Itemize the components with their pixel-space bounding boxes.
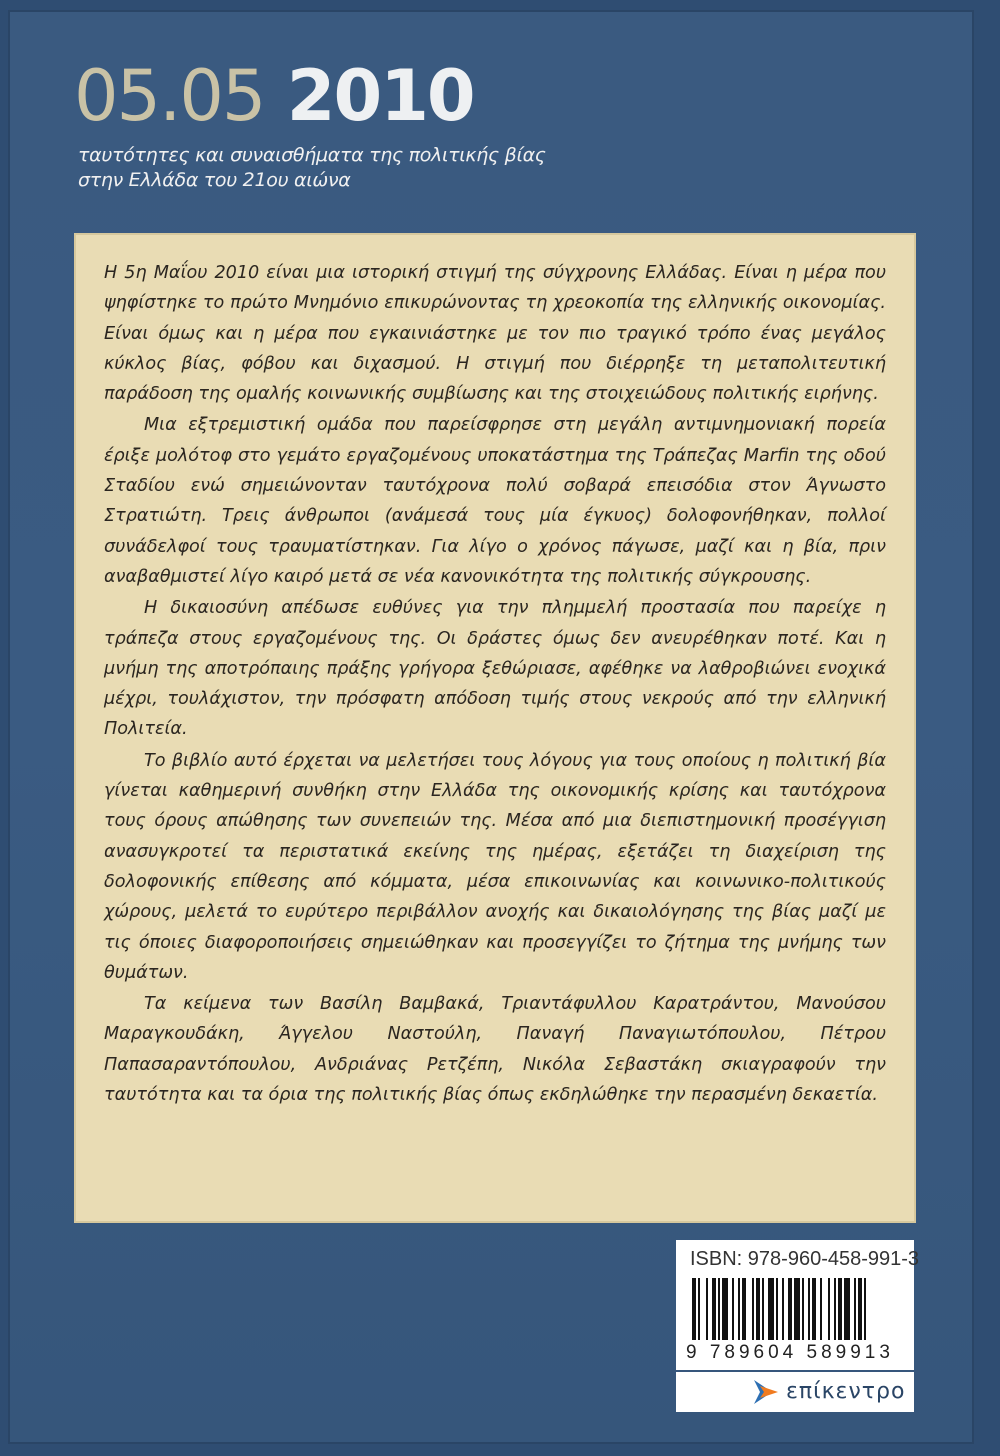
barcode-bar xyxy=(828,1278,830,1340)
barcode-bar xyxy=(722,1278,728,1340)
barcode-bar xyxy=(834,1278,836,1340)
barcode-bar xyxy=(802,1278,804,1340)
barcode-bar xyxy=(692,1278,696,1340)
barcode-bar xyxy=(768,1278,774,1340)
barcode-bar xyxy=(742,1278,746,1340)
barcode-bar xyxy=(820,1278,822,1340)
title-date: 05.05 xyxy=(74,55,265,137)
subtitle-line-1: ταυτότητες και συναισθήματα της πολιτικής βίας xyxy=(78,144,546,166)
barcode-digits: 9 789604 589913 xyxy=(686,1342,894,1363)
barcode-bar xyxy=(738,1278,740,1340)
barcode-bar xyxy=(794,1278,800,1340)
title-year: 2010 xyxy=(264,55,474,137)
blurb-paragraph-3: Η δικαιοσύνη απέδωσε ευθύνες για την πλημμελή προστασία που παρείχε η τράπεζα στους εργαζομένους της. Οι δράστες όμως δεν ανευρέθηκαν ποτέ. Και η μνήμη της αποτρόπαιης πράξης γρήγορα ξεθώριασε, αφέθηκε να λαθροβιώνει ενοχικά μέχρι, τουλάχιστον, την πρόσφατη απόδοση τιμής στους νεκρούς από την ελληνική Πολιτεία. xyxy=(104,598,886,740)
barcode-bar xyxy=(756,1278,760,1340)
barcode-icon xyxy=(690,1278,906,1344)
barcode-bar xyxy=(762,1278,764,1340)
barcode-bar xyxy=(706,1278,708,1340)
subtitle-line-2: στην Ελλάδα του 21ου αιώνα xyxy=(78,169,351,191)
book-title xyxy=(74,56,474,136)
barcode-bar xyxy=(782,1278,784,1340)
barcode-bar xyxy=(838,1278,842,1340)
isbn-number: ISBN: 978-960-458-991-3 xyxy=(690,1248,920,1270)
blurb-text xyxy=(104,258,886,1111)
barcode-bar xyxy=(718,1278,720,1340)
barcode-bar xyxy=(698,1278,700,1340)
barcode-bar xyxy=(812,1278,816,1340)
barcode-bar xyxy=(788,1278,792,1340)
blurb-paragraph-4: Το βιβλίο αυτό έρχεται να μελετήσει τους λόγους για τους οποίους η πολιτική βία γίνεται καθημερινή συνθήκη στην Ελλάδα της οικονομικής κρίσης και ταυτόχρονα τους όρους απώθησης των συνεπειών της. Μέσα από μια διεπιστημονική προσέγγιση ανασυγκροτεί τα περιστατικά εκείνης της ημέρας, εξετάζει τη διαχείριση της δολοφονικής επίθεσης από κόμματα, μέσα επικοινωνίας και κοινωνικο-πολιτικούς χώρους, μελετά το ευρύτερο περιβάλλον ανοχής και δικαιολόγησης της βίας μαζί με τις όποιες διαφοροποιήσεις σημειώθηκαν και προσεγγίζει το ζήτημα της μνήμης των θυμάτων. xyxy=(104,750,886,983)
barcode-bar xyxy=(854,1278,856,1340)
publisher-logo-icon xyxy=(752,1378,780,1406)
barcode-bar xyxy=(752,1278,754,1340)
barcode-bar xyxy=(844,1278,850,1340)
barcode-bar xyxy=(864,1278,866,1340)
publisher-name: επίκεντρο xyxy=(786,1379,906,1404)
barcode-bar xyxy=(712,1278,716,1340)
blurb-paragraph-2: Μια εξτρεμιστική ομάδα που παρείσφρησε στη μεγάλη αντιμνημονιακή πορεία έριξε μολότοφ στο γεμάτο εργαζομένους υποκατάστημα της Τράπεζας Marfin της οδού Σταδίου ενώ σημειώνονταν ταυτόχρονα πολύ σοβαρά επεισόδια στον Άγνωστο Στρατιώτη. Τρεις άνθρωποι (ανάμεσά τους μία έγκυος) δολοφονήθηκαν, πολλοί συνάδελφοί τους τραυματίστηκαν. Για λίγο ο χρόνος πάγωσε, μαζί και η βία, πριν αναβαθμιστεί λίγο καιρό μετά σε νέα κανονικότητα της πολιτικής σύγκρουσης. xyxy=(104,415,886,587)
barcode-bar xyxy=(776,1278,778,1340)
barcode-bar xyxy=(808,1278,810,1340)
book-subtitle xyxy=(78,143,546,193)
blurb-paragraph-1: Η 5η Μαΐου 2010 είναι μια ιστορική στιγμή της σύγχρονης Ελλάδας. Είναι η μέρα που ψηφίστηκε το πρώτο Μνημόνιο επικυρώνοντας τη χρεοκοπία της ελληνικής οικονομίας. Είναι όμως και η μέρα που εγκαινιάστηκε με τον πιο τραγικό τρόπο ένας μεγάλος κύκλος βίας, φόβου και διχασμού. Η στιγμή που διέρρηξε τη μεταπολιτευτική παράδοση της ομαλής κοινωνικής συμβίωσης και της στοιχειώδους πολιτικής ειρήνης. xyxy=(104,263,886,405)
barcode-bar xyxy=(858,1278,862,1340)
barcode-bar xyxy=(732,1278,734,1340)
blurb-paragraph-5: Τα κείμενα των Βασίλη Βαμβακά, Τριαντάφυλλου Καρατράντου, Μανούσου Μαραγκουδάκη, Άγγελου Ναστούλη, Παναγή Παναγιωτόπουλου, Πέτρου Παπασαραντόπουλου, Ανδριάνας Ρετζέπη, Νικόλα Σεβαστάκη σκιαγραφούν την ταυτότητα και τα όρια της πολιτικής βίας όπως εκδηλώθηκε την περασμένη δεκαετία. xyxy=(104,994,886,1106)
